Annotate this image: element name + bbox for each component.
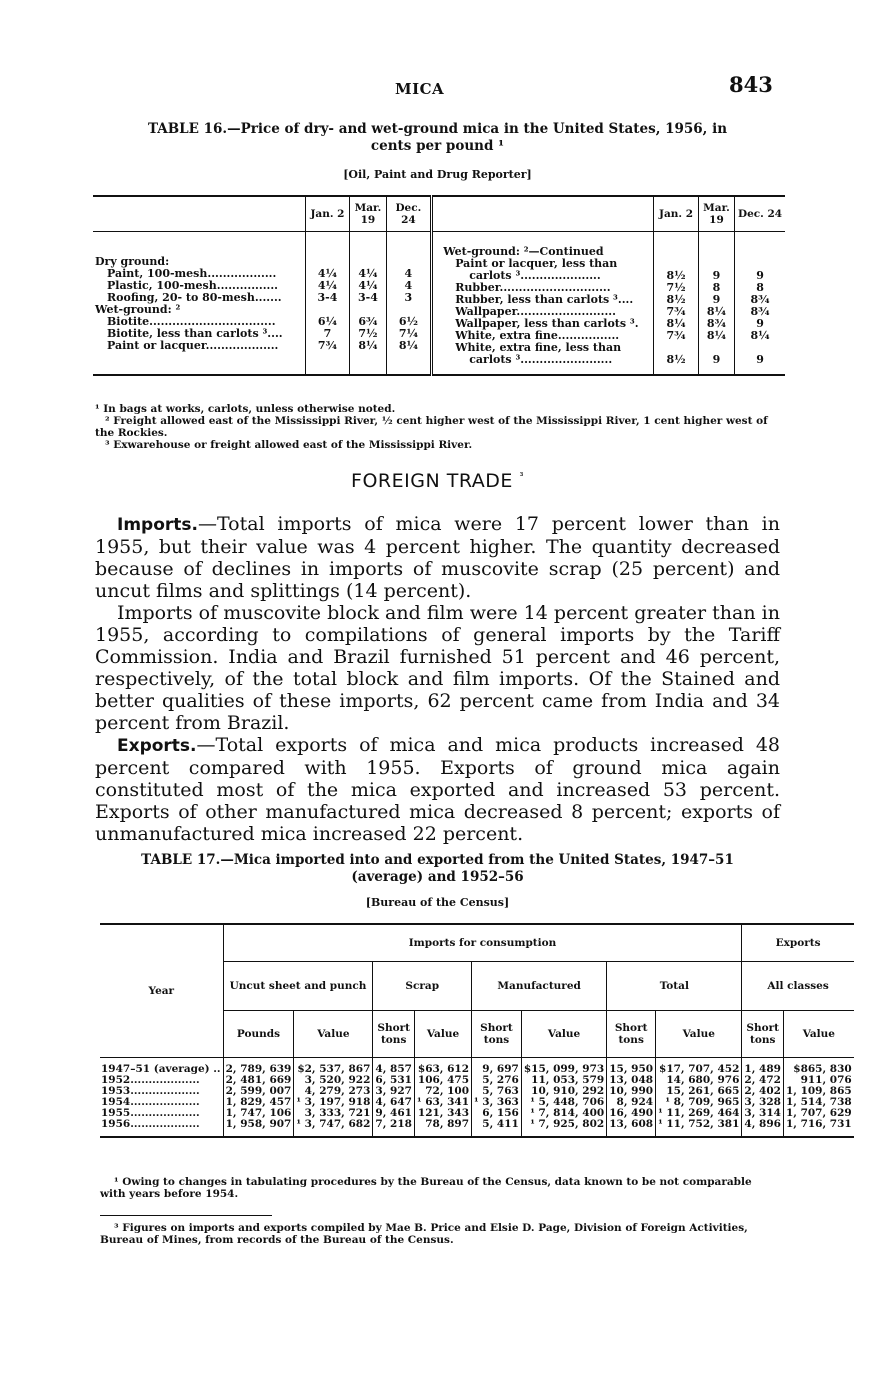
table17-cell: 5, 411	[472, 1119, 522, 1137]
table16-cell: 7¼	[398, 327, 418, 340]
table16-blank-header	[93, 196, 305, 232]
table17-cell: 10, 990	[607, 1086, 656, 1097]
table16-source: [Oil, Paint and Drug Reporter]	[343, 168, 532, 181]
table17-year: 1952...................	[101, 1074, 200, 1086]
table16-col-mar: Mar. 19	[350, 196, 386, 232]
table16-right-jan	[654, 232, 699, 376]
table16-label: carlots ³........................	[469, 353, 613, 366]
table17-cell: 6, 156	[472, 1108, 522, 1119]
table17-cell: 11, 053, 579	[521, 1075, 606, 1086]
paragraph-imports	[95, 513, 780, 602]
table17-imports-header: Imports for consumption	[223, 924, 742, 962]
table17-cell: 5, 763	[472, 1086, 522, 1097]
section-heading-note: ³	[519, 471, 524, 483]
table16-footnote-2: ² Freight allowed east of the Mississippi River, ½ cent higher west of the Mississippi River, 1 cent higher west of the Rockies.	[95, 415, 768, 439]
table17-cell: 3, 314	[742, 1108, 784, 1119]
table17-cell: 15, 261, 665	[656, 1086, 742, 1097]
table17-cell: $865, 830	[783, 1064, 853, 1075]
table16-cell: 6¼	[317, 315, 338, 328]
table16-cell: 9	[712, 269, 721, 282]
table17-cell: 7, 218	[373, 1119, 415, 1137]
table17-cell: 9, 461	[373, 1108, 415, 1119]
table16-cell	[656, 246, 696, 258]
table16-cell: 3-4	[357, 291, 378, 304]
table17-cell: 3, 520, 922	[294, 1075, 373, 1086]
table16-label: Roofing, 20- to 80-mesh.......	[107, 291, 282, 304]
table16-label: Dry ground:	[95, 255, 170, 268]
table17-sub-value: Value	[294, 1011, 373, 1058]
table17-cell: 4, 647	[373, 1097, 415, 1108]
table16-label: Wet-ground: ²	[95, 303, 181, 316]
table16-title-line2: cents per pound ¹	[370, 138, 505, 154]
table16-right-dec	[735, 232, 785, 376]
table17-cell: ¹ 63, 341	[414, 1097, 471, 1108]
table16-cell: 8¾	[706, 317, 727, 330]
table17-cell: 911, 076	[783, 1075, 853, 1086]
table17-year-header: Year	[100, 924, 223, 1058]
table16-cell: 9	[712, 353, 721, 366]
table17-cell: 1, 489	[742, 1064, 784, 1075]
paragraph-muscovite	[95, 602, 780, 734]
table17-cell: 2, 599, 007	[223, 1086, 294, 1097]
table17-cell: 13, 608	[607, 1119, 656, 1137]
table16-cell: 8¾	[750, 305, 770, 318]
table16-left-jan	[305, 232, 350, 376]
table16-label: Wet-ground: ²—Continued	[443, 245, 604, 258]
table17-footnote: ¹ Owing to changes in tabulating procedures by the Bureau of the Census, data known to be not comparable with years before 1954.	[100, 1176, 752, 1200]
table17-sub-value: Value	[656, 1011, 742, 1058]
table17-cell: 4, 896	[742, 1119, 784, 1137]
table-row	[100, 1119, 854, 1137]
table17-cell: ¹ 5, 448, 706	[521, 1097, 606, 1108]
table17-sub-shorttons: Short tons	[472, 1011, 522, 1058]
table16-cell: 8¼	[706, 329, 727, 342]
table17-cell: 15, 950	[607, 1064, 656, 1075]
table17-cell: ¹ 3, 747, 682	[294, 1119, 373, 1137]
table-row	[100, 1108, 854, 1119]
table16-cell: 7¾	[317, 339, 338, 352]
table16-label: Wallpaper..........................	[455, 305, 616, 318]
table17-cell: ¹ 3, 197, 918	[294, 1097, 373, 1108]
table17-cell: ¹ 11, 269, 464	[656, 1108, 742, 1119]
table16-left-mar	[350, 232, 386, 376]
table16-cell: 4¼	[317, 279, 338, 292]
table17-cell: 3, 927	[373, 1086, 415, 1097]
table17-allclasses-header: All classes	[742, 962, 854, 1011]
table17-sub-shorttons: Short tons	[742, 1011, 784, 1058]
table16-label: White, extra fine................	[455, 329, 620, 342]
table17-cell: $17, 707, 452	[656, 1064, 742, 1075]
section-heading	[95, 470, 780, 492]
table16-cell: 4¼	[358, 279, 378, 292]
table17-cell: ¹ 8, 709, 965	[656, 1097, 742, 1108]
table17-cell: 72, 100	[414, 1086, 471, 1097]
table16-cell: 3-4	[317, 291, 338, 304]
table16-left-dec	[386, 232, 432, 376]
table16-cell: 6¾	[358, 315, 378, 328]
table17-sub-shorttons: Short tons	[373, 1011, 415, 1058]
table17-cell: 1, 829, 457	[223, 1097, 294, 1108]
table16-label: Biotite, less than carlots ³....	[107, 327, 283, 340]
muscovite-text: Imports of muscovite block and film were 14 percent greater than in 1955, according to compilations of general imports by the Tariff Commission. India and Brazil furnished 51 percent and 46 percent, respectively, of the total block and film imports. Of the Stained and better qualities of these imports, 62 percent came from India and 34 percent from Brazil.	[95, 602, 780, 734]
table16-label: White, extra fine, less than	[455, 341, 622, 354]
table17-cell: 16, 490	[607, 1108, 656, 1119]
table16-cell: 8½	[666, 293, 686, 306]
table17-cell: 3, 333, 721	[294, 1108, 373, 1119]
table16-col-mar-right: Mar. 19	[698, 196, 734, 232]
table17-cell: 8, 924	[607, 1097, 656, 1108]
table17-cell: ¹ 7, 814, 400	[521, 1108, 606, 1119]
imports-text: —Total imports of mica were 17 percent lower than in 1955, but their value was 4 percent higher. The quantity decreased because of declines in imports of muscovite scrap (25 percent) and uncut films and splittings (14 percent).	[95, 513, 780, 602]
table17-cell: 3, 328	[742, 1097, 784, 1108]
table16-cell: 8½	[666, 269, 686, 282]
table16-cell: 8¼	[750, 329, 770, 342]
table16-cell: 7¾	[666, 305, 686, 318]
table16-blank-header-right	[432, 196, 654, 232]
table17-cell: 1, 109, 865	[783, 1086, 853, 1097]
page-number: 843	[729, 72, 773, 97]
table17-cell: 1, 747, 106	[223, 1108, 294, 1119]
table16-label: carlots ³.....................	[469, 269, 601, 282]
table16-label: Paint or lacquer, less than	[455, 257, 618, 270]
body-text	[95, 513, 780, 845]
table17-uncut-header: Uncut sheet and punch	[223, 962, 373, 1011]
footnote-divider	[100, 1215, 272, 1216]
table17-cell: 1, 707, 629	[783, 1108, 853, 1119]
table16-cell: 8	[712, 281, 721, 294]
table16-col-dec: Dec. 24	[386, 196, 432, 232]
page-footnote: ³ Figures on imports and exports compiled by Mae B. Price and Elsie D. Page, Division of Foreign Activities, Bureau of Mines, from records of the Bureau of the Census.	[100, 1222, 748, 1246]
table17-sub-value: Value	[783, 1011, 853, 1058]
table17-sub-value: Value	[414, 1011, 471, 1058]
running-header: MICA	[395, 80, 445, 98]
table16-col-jan-right: Jan. 2	[654, 196, 699, 232]
table16-col-jan: Jan. 2	[305, 196, 350, 232]
table16-cell: 7½	[358, 327, 378, 340]
table17-cell: 6, 531	[373, 1075, 415, 1086]
table17-title-line1: TABLE 17.—Mica imported into and exported from the United States, 1947–51	[141, 852, 734, 868]
table16-cell	[701, 246, 732, 258]
table-row	[100, 1097, 854, 1108]
table17-source: [Bureau of the Census]	[365, 896, 510, 909]
table16-cell: 8	[756, 281, 764, 294]
paragraph-exports	[95, 734, 780, 845]
table16-label: Paint, 100-mesh..................	[107, 267, 277, 280]
table17-cell: ¹ 7, 925, 802	[521, 1119, 606, 1137]
table16-cell: 8¼	[706, 305, 727, 318]
table16	[93, 195, 785, 376]
table17-cell: 78, 897	[414, 1119, 471, 1137]
table16-cell: 7	[323, 327, 332, 340]
table16-cell: 7½	[666, 281, 686, 294]
table17-cell: $63, 612	[414, 1064, 471, 1075]
table16-label: Rubber.............................	[455, 281, 611, 294]
table17-cell: 2, 402	[742, 1086, 784, 1097]
table16-cell: 8¼	[666, 317, 686, 330]
table17-cell: 106, 475	[414, 1075, 471, 1086]
table17-cell: 13, 048	[607, 1075, 656, 1086]
table17-title-line2: (average) and 1952–56	[351, 869, 524, 885]
table17	[100, 923, 854, 1138]
table16-cell: 7¾	[666, 329, 686, 342]
table16-cell	[737, 246, 783, 258]
table16-right-labels	[432, 232, 654, 376]
table17-cell: 10, 910, 292	[521, 1086, 606, 1097]
table17-year: 1956...................	[101, 1118, 200, 1130]
table17-total-header: Total	[607, 962, 742, 1011]
table17-cell: $2, 537, 867	[294, 1064, 373, 1075]
table16-col-dec-right: Dec. 24	[735, 196, 785, 232]
table16-label: Rubber, less than carlots ³....	[455, 293, 634, 306]
table16-title-line1: TABLE 16.—Price of dry- and wet-ground mica in the United States, 1956, in	[147, 121, 728, 137]
table17-sub-shorttons: Short tons	[607, 1011, 656, 1058]
table16-footnote-1: ¹ In bags at works, carlots, unless otherwise noted.	[95, 403, 396, 415]
table17-exports-header: Exports	[742, 924, 854, 962]
table17-cell: 2, 472	[742, 1075, 784, 1086]
table17-cell: 2, 481, 669	[223, 1075, 294, 1086]
table17-cell: ¹ 11, 752, 381	[656, 1119, 742, 1137]
table16-cell: 8¼	[358, 339, 378, 352]
table16-label: Plastic, 100-mesh................	[107, 279, 279, 292]
table16-footnote-3: ³ Exwarehouse or freight allowed east of the Mississippi River.	[105, 439, 473, 451]
table17-cell: 121, 343	[414, 1108, 471, 1119]
table16-body-row	[93, 232, 785, 376]
table17-cell: 9, 697	[472, 1064, 522, 1075]
table17-year: 1955...................	[101, 1107, 200, 1119]
table-row	[100, 1075, 854, 1086]
table16-cell: 9	[756, 269, 764, 282]
table17-cell: 2, 789, 639	[223, 1064, 294, 1075]
table16-label: Biotite.................................	[107, 315, 276, 328]
table16-cell: 3	[404, 291, 413, 304]
table16-cell: 9	[712, 293, 721, 306]
table17-sub-pounds: Pounds	[223, 1011, 294, 1058]
table17-manufactured-header: Manufactured	[472, 962, 607, 1011]
table17-header-row-1	[100, 924, 854, 962]
table16-cell: 8¾	[750, 293, 770, 306]
table16-label: Paint or lacquer...................	[107, 339, 279, 352]
table16-cell: 6½	[398, 315, 418, 328]
table17-cell: $15, 099, 973	[521, 1064, 606, 1075]
table16-label: Wallpaper, less than carlots ³.	[455, 317, 639, 330]
table17-cell: 1, 958, 907	[223, 1119, 294, 1137]
table17-cell: 4, 857	[373, 1064, 415, 1075]
table16-cell: 8½	[666, 353, 686, 366]
table16-cell: 4	[404, 267, 413, 280]
table17-cell: 1, 514, 738	[783, 1097, 853, 1108]
table17-year: 1953...................	[101, 1085, 200, 1097]
table16-right-mar	[698, 232, 734, 376]
table17-cell: 5, 276	[472, 1075, 522, 1086]
table16-header-row	[93, 196, 785, 232]
table17-cell: 1, 716, 731	[783, 1119, 853, 1137]
table17-year: 1954...................	[101, 1096, 200, 1108]
table16-left-labels	[93, 232, 305, 376]
table16-cell: 4	[404, 279, 413, 292]
exports-run-head: Exports.	[117, 736, 197, 756]
exports-text: —Total exports of mica and mica products increased 48 percent compared with 1955. Exports of ground mica again constituted most of the mica exported and increased 53 percent. Exports of other manufactured mica decreased 8 percent; exports of unmanufactured mica increased 22 percent.	[95, 734, 780, 845]
table17-cell: ¹ 3, 363	[472, 1097, 522, 1108]
table17-cell: 14, 680, 976	[656, 1075, 742, 1086]
table16-cell: 8¼	[398, 339, 418, 352]
table17-cell: 4, 279, 273	[294, 1086, 373, 1097]
table17-sub-value: Value	[521, 1011, 606, 1058]
imports-run-head: Imports.	[117, 515, 198, 535]
table16-cell: 4¼	[358, 267, 378, 280]
table16-cell: 4¼	[317, 267, 338, 280]
section-heading-text: FOREIGN TRADE	[351, 470, 513, 492]
table16-cell: 9	[756, 353, 764, 366]
table17-year: 1947–51 (average) ..	[101, 1063, 221, 1075]
table16-cell: 9	[756, 317, 764, 330]
table17-scrap-header: Scrap	[373, 962, 472, 1011]
table-row	[100, 1064, 854, 1075]
